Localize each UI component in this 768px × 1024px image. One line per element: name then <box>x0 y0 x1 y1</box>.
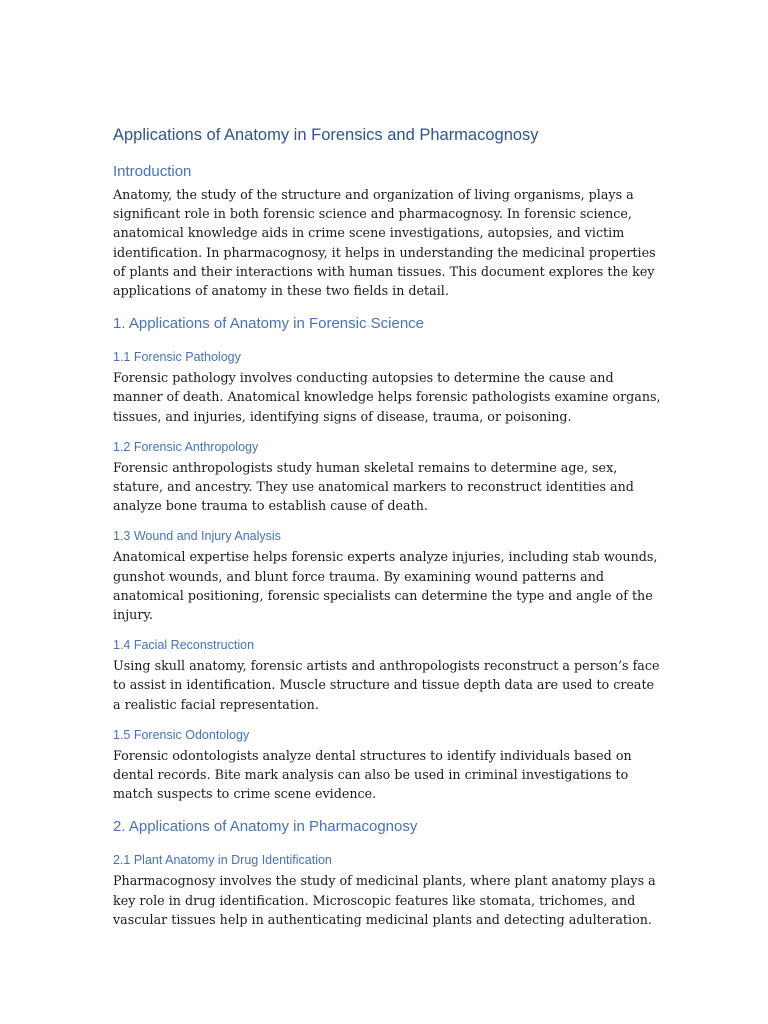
subsection-heading-forensic-anthropology: 1.2 Forensic Anthropology <box>113 439 259 454</box>
subsection-heading-forensic-odontology: 1.5 Forensic Odontology <box>113 727 250 742</box>
subsection-paragraph-facial-reconstruction: Using skull anatomy, forensic artists and anthropologists reconstruct a person’s face to assist in identification. Muscle structure and tissue depth data are used to create a realistic facial representation. <box>113 658 660 712</box>
document-title: Applications of Anatomy in Forensics and Pharmacognosy <box>113 126 539 144</box>
subsection-paragraph-forensic-pathology: Forensic pathology involves conducting autopsies to determine the cause and manner of death. Anatomical knowledge helps forensic pathologists examine organs, tissues, and injuries, identifying signs of disease, trauma, or poisoning. <box>113 370 661 424</box>
subsection-heading-facial-reconstruction: 1.4 Facial Reconstruction <box>113 638 255 653</box>
document-page <box>113 123 663 929</box>
subsection-heading-plant-anatomy: 2.1 Plant Anatomy in Drug Identification <box>113 853 332 868</box>
subsection-paragraph-forensic-odontology: Forensic odontologists analyze dental structures to identify individuals based on dental records. Bite mark analysis can also be used in criminal investigations to match suspects to crime scene evidence. <box>113 747 632 802</box>
subsection-paragraph-plant-anatomy: Pharmacognosy involves the study of medicinal plants, where plant anatomy plays a key role in drug identification. Microscopic features like stomata, trichomes, and vascular tissues help in authenticating medicinal plants and detecting adulteration. <box>113 873 656 927</box>
subsection-paragraph-forensic-anthropology: Forensic anthropologists study human skeletal remains to determine age, sex, stature, and ancestry. They use anatomical markers to reconstruct identities and analyze bone trauma to establish cause of death. <box>113 459 634 514</box>
section-heading-pharmacognosy: 2. Applications of Anatomy in Pharmacognosy <box>113 818 418 836</box>
section-heading-forensic-science: 1. Applications of Anatomy in Forensic Science <box>113 315 425 333</box>
subsection-heading-forensic-pathology: 1.1 Forensic Pathology <box>113 350 241 365</box>
introduction-heading: Introduction <box>113 163 192 180</box>
subsection-paragraph-wound-injury-analysis: Anatomical expertise helps forensic experts analyze injuries, including stab wounds, gunshot wounds, and blunt force trauma. By examining wound patterns and anatomical positioning, forensic specialists can determine the type and angle of the injury. <box>113 549 658 623</box>
subsection-heading-wound-injury-analysis: 1.3 Wound and Injury Analysis <box>113 529 281 544</box>
introduction-paragraph: Anatomy, the study of the structure and organization of living organisms, plays a significant role in both forensic science and pharmacognosy. In forensic science, anatomical knowledge aids in crime scene investigations, autopsies, and victim identification. In pharmacognosy, it helps in understanding the medicinal properties of plants and their interactions with human tissues. This document explores the key applications of anatomy in these two fields in detail. <box>113 187 656 299</box>
